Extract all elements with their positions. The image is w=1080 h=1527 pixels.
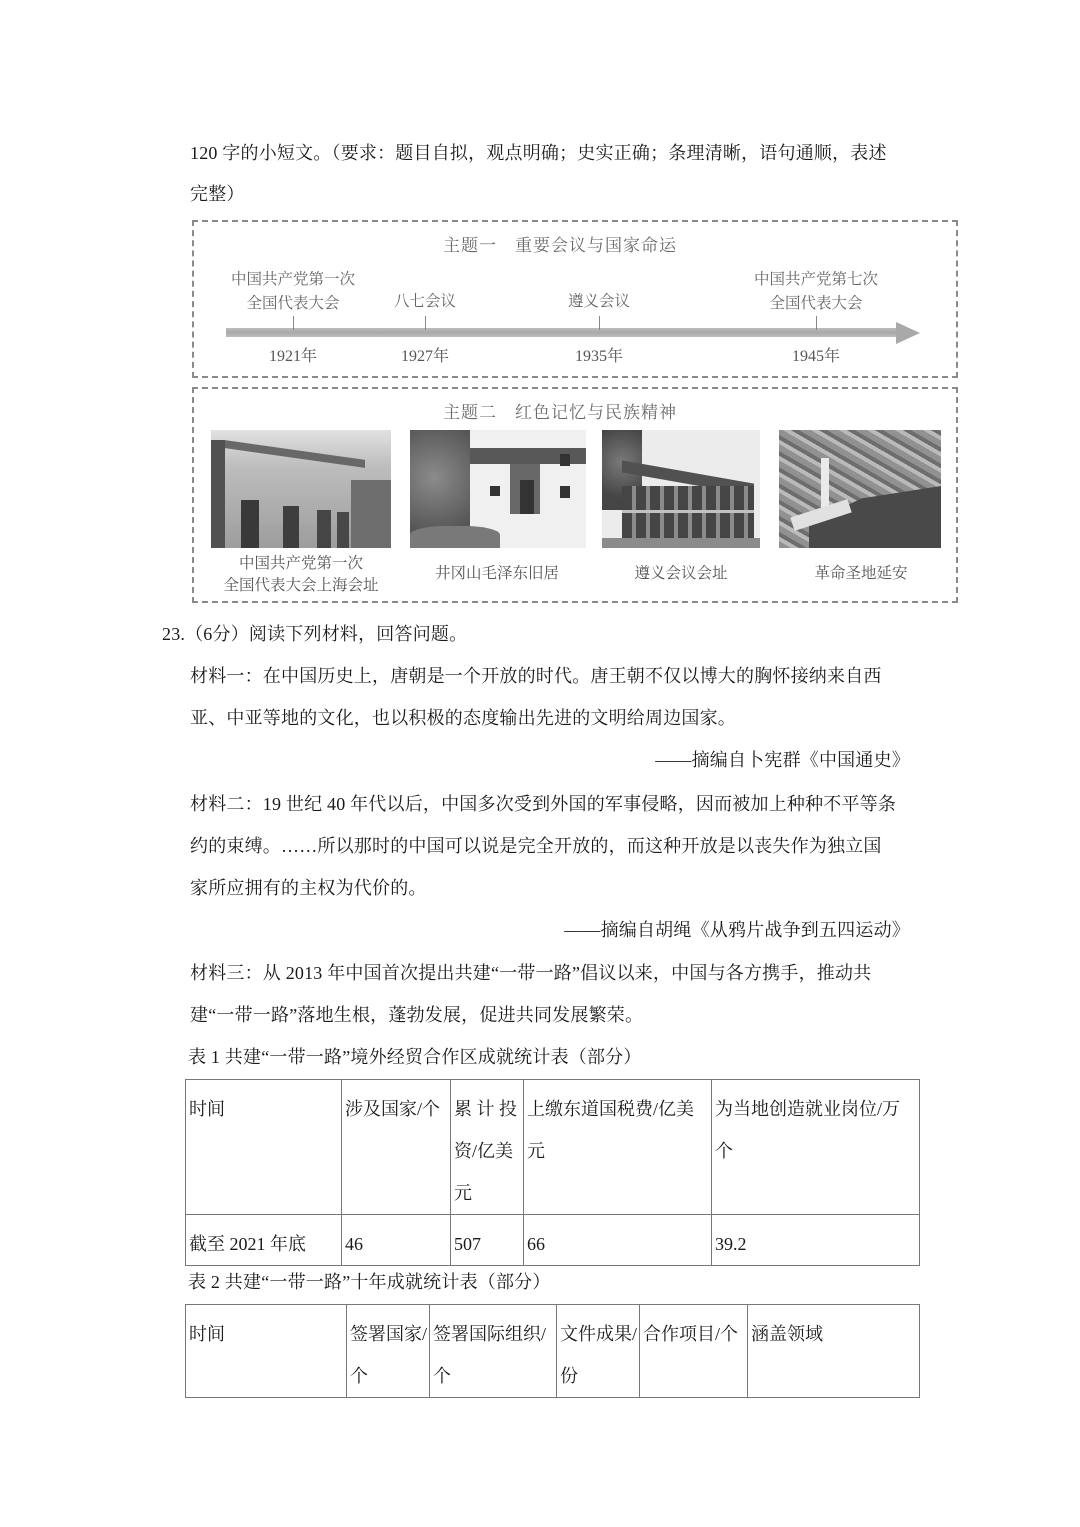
table2-header-cell: 文件成果/份: [557, 1305, 640, 1398]
table-row: [186, 1215, 920, 1266]
timeline-arrow-shaft: [226, 328, 898, 337]
photo-caption: [223, 552, 378, 596]
material2-line1: 材料二：19 世纪 40 年代以后，中国多次受到外国的军事侵略，因而被加上种种不平等条: [190, 794, 897, 814]
timeline-year: 1927年: [400, 348, 450, 365]
caption-line2: 全国代表大会上海会址: [223, 576, 379, 594]
table2-header-cell: 签署国际组织/个: [430, 1305, 557, 1398]
table1: [185, 1079, 920, 1266]
timeline-tick: [816, 316, 817, 330]
question-heading: 23.（6分）阅读下列材料，回答问题。: [162, 624, 468, 644]
timeline-event-label: [568, 289, 630, 313]
timeline-tick: [425, 316, 426, 330]
table1-caption: 表 1 共建“一带一路”境外经贸合作区成就统计表（部分）: [188, 1047, 642, 1067]
theme2-title: 主题二 红色记忆与民族精神: [443, 403, 677, 423]
theme1-title: 主题一 重要会议与国家命运: [443, 236, 677, 256]
timeline-year: 1945年: [791, 348, 841, 365]
table2-header-cell: 签署国家/个: [347, 1305, 430, 1398]
timeline-year: 1935年: [574, 348, 624, 365]
table2: [185, 1304, 920, 1398]
event-label-line1: 遵义会议: [567, 292, 631, 310]
table1-header-cell: 上缴东道国税费/亿美元: [524, 1080, 712, 1215]
photo-jinggangshan-residence: [410, 430, 586, 548]
table2-header-cell: 涵盖领域: [748, 1305, 920, 1398]
table2-caption: 表 2 共建“一带一路”十年成就统计表（部分）: [188, 1272, 551, 1292]
table1-cell: 39.2: [712, 1215, 920, 1266]
timeline-event-label: [231, 267, 355, 315]
timeline-event-label: [394, 289, 456, 313]
event-label-line1: 中国共产党第一次: [230, 270, 356, 288]
photo-caption: 革命圣地延安: [814, 564, 908, 582]
material1-line2: 亚、中亚等地的文化，也以积极的态度输出先进的文明给周边国家。: [190, 708, 736, 728]
photo-yanan: [779, 430, 941, 548]
event-label-line2: 全国代表大会: [769, 294, 863, 312]
table1-header-cell: 为当地创造就业岗位/万个: [712, 1080, 920, 1215]
material3-line1: 材料三：从 2013 年中国首次提出共建“一带一路”倡议以来，中国与各方携手，推动共: [190, 963, 872, 983]
photo-caption: 井冈山毛泽东旧居: [434, 564, 560, 582]
table1-cell: 507: [451, 1215, 524, 1266]
table1-cell: 66: [524, 1215, 712, 1266]
table2-header-cell: 合作项目/个: [640, 1305, 748, 1398]
timeline-tick: [293, 316, 294, 330]
material2-line3: 家所应拥有的主权为代价的。: [190, 878, 427, 898]
event-label-line1: 中国共产党第七次: [753, 270, 879, 288]
timeline-arrowhead-icon: [896, 322, 920, 344]
material2-line2: 约的束缚。……所以那时的中国可以说是完全开放的，而这种开放是以丧失作为独立国: [190, 836, 882, 856]
event-label-line2: 全国代表大会: [246, 294, 340, 312]
material1-source: ——摘编自卜宪群《中国通史》: [655, 750, 910, 770]
intro-line-2: 完整）: [190, 184, 245, 204]
photo-shanghai-site: [211, 430, 391, 548]
table1-header-cell: 累 计 投 资/亿美元: [451, 1080, 524, 1215]
table2-header-cell: 时间: [186, 1305, 347, 1398]
caption-line1: 中国共产党第一次: [238, 554, 364, 572]
table1-cell: 46: [342, 1215, 451, 1266]
table1-cell: 截至 2021 年底: [186, 1215, 342, 1266]
photo-zunyi-site: [602, 430, 760, 548]
timeline-tick: [599, 316, 600, 330]
table1-header-cell: 时间: [186, 1080, 342, 1215]
material1-line1: 材料一：在中国历史上，唐朝是一个开放的时代。唐王朝不仅以博大的胸怀接纳来自西: [190, 666, 882, 686]
event-label-line1: 八七会议: [393, 292, 457, 310]
timeline-event-label: [754, 267, 878, 315]
table2-header-row: [186, 1305, 920, 1398]
material3-line2: 建“一带一路”落地生根，蓬勃发展，促进共同发展繁荣。: [190, 1005, 644, 1025]
table1-header-row: [186, 1080, 920, 1215]
photo-caption: 遵义会议会址: [634, 564, 728, 582]
material2-source: ——摘编自胡绳《从鸦片战争到五四运动》: [564, 920, 910, 940]
intro-line-1: 120 字的小短文。（要求：题目自拟，观点明确；史实正确；条理清晰，语句通顺，表述: [190, 143, 887, 163]
timeline-year: 1921年: [268, 348, 318, 365]
table1-header-cell: 涉及国家/个: [342, 1080, 451, 1215]
